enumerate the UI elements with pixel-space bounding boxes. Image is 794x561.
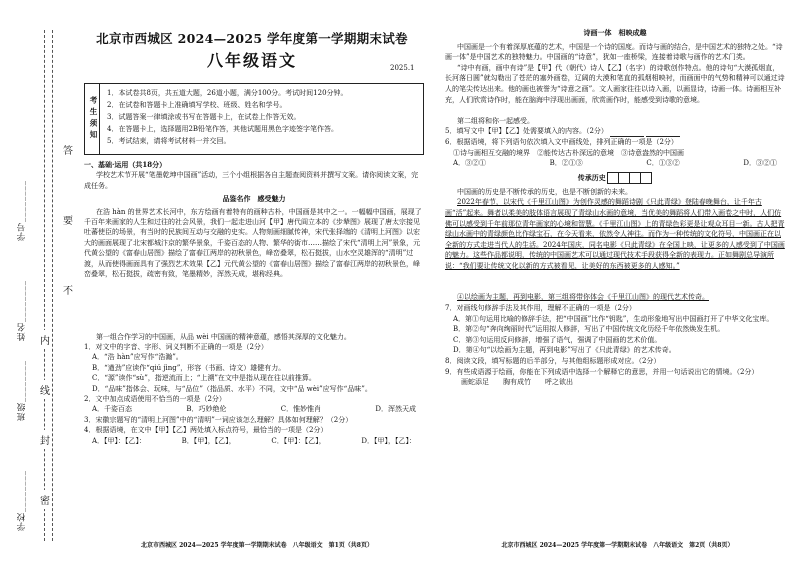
q4-option: C．【甲】：【乙】，: [271, 436, 326, 445]
q9-idioms: 画蛇添足 胸有成竹 呼之欲出: [461, 378, 573, 387]
right-content: [445, 28, 785, 388]
q1-option: C．“源”读作“sù”，指逆流而上；“上溯”在文中是指从现在往以前推算。: [92, 374, 316, 383]
school-label: 学校________: [17, 470, 27, 531]
topic-heading: 品鉴名作 感受魅力: [222, 194, 286, 204]
passage-text: 2022年春节，以宋代《千里江山图》为创作灵感的舞蹈诗剧《只此青绿》登陆春晚舞台，让千年古画“活”起来。舞者以柔美的肢体语言展现了青绿山水画的意境，当优美的舞蹈将人们带入画卷之中时，人们仿佛可以感受到千年前那位青年画家的心境和智慧。《千里江山图》上的青绿色彩更是让观众耳目一新。古人把青绿山水画中的青绿颜色比作绿宝石，在今天看来，依然令人神往。而作为一种传统的文化符号，中国画正在以全新的方式走进当代人的生活。2024年国庆，同名电影《只此青绿》在全国上映，让更多的人感受到了中国画的魅力。这些作品都说明，传统的中国画艺术可以通过现代技术手段获得全新的表现力。正如舞剧总导演所说：“我们要让传统文化以新的方式被看见，让美好的东西被更多的人感知。”: [445, 198, 785, 270]
question-9: 9．有些成语源于绘画，你能在下列成语中选择一个解释它的意思，并用一句话说出它的情境。（2分）: [445, 367, 759, 376]
question-5: 5．填写文中【甲】【乙】处需要填入的内容。（2分）: [445, 126, 785, 137]
topic-heading-3: 传承历史: [445, 172, 785, 184]
seal-char: 不: [63, 280, 73, 299]
q2-options: [84, 404, 424, 414]
topic-heading: 诗画一体 相映成趣: [583, 28, 647, 37]
q6-option: A．③②①: [453, 159, 487, 168]
notes-list: [107, 87, 419, 147]
passage-text: 第一组合作学习的中国画，从品 wèi 中国画的精神意蕴，感悟其深厚的文化魅力。: [96, 332, 351, 341]
seal-char: 内: [40, 330, 50, 349]
left-page: [82, 0, 432, 561]
question-7: 7．对画线句修辞手法及其作用，理解不正确的一项是（2分）: [445, 303, 636, 312]
seal-char: 线: [40, 380, 50, 399]
passage-text: 中国画的历史是不断传承的历史，也是不断创新的未来。: [457, 187, 632, 196]
question-2: 2．文中加点成语使用不恰当的一项是（2分）: [84, 395, 226, 404]
section-1: [84, 160, 424, 446]
q6-option: B．②①③: [549, 159, 583, 168]
q1-option: D．“品味”指体会、玩味，与“品位”（指品质、水平）不同，文中“品 wèi”应写作“品味”。: [92, 384, 372, 393]
seal-char: 密: [40, 490, 50, 509]
right-page: [445, 0, 790, 561]
name-label: 姓名________: [17, 280, 27, 341]
q6-items: ①诗与画相互交融的境界 ②能传达古朴深远的意境 ③诗意盎然的中国画: [453, 148, 684, 157]
passage-text: ④以绘画为主题，再到电影，第三组将带你体会《千里江山图》的现代艺术传奇。: [457, 293, 709, 302]
exam-date: 2025.1: [390, 64, 415, 72]
seal-char: 封: [40, 430, 50, 449]
q4-option: B．【甲】，【乙】，: [181, 436, 236, 445]
note-item: 2．在试卷和答题卡上准确填写学校、班级、姓名和学号。: [107, 101, 287, 109]
question-4: 4．根据语境，在文中【甲】【乙】两处填入标点符号，最恰当的一项是（2分）: [84, 426, 328, 435]
seal-char: 要: [63, 210, 73, 229]
notes-box: [84, 83, 424, 155]
question-3: 3．宋徽宗题写的“清明上河图”中的“清明”一词应该怎么理解？具体如何理解？（2分）: [84, 415, 353, 424]
q2-option: A．千姿百态: [92, 405, 133, 414]
question-6: 6．根据语境，将下列语句依次填入文中画线处，排列正确的一项是（2分）: [445, 137, 678, 146]
passage-text: “诗中有画，画中有诗”是【甲】代（朝代）诗人【乙】（名字）的诗歌创作特点。他的诗句“大漠孤烟直，长河落日圆”就勾勒出了苍茫的塞外画卷，辽阔的大漠和笔直的孤烟相映衬，而画面中的气势和精神可以通过诗人的笔尖传达出来。他的画也被誉为“诗意之画”。文人画家往往以诗入画，以画显诗，诗画一体。诗画相互补充，人们欣赏诗作时，能在脑海中浮现出画面，欣赏画作时，能感受到诗歌的意境。: [445, 63, 785, 104]
q1-option: B．“遒劲”应读作“qiú jìng”，形容（书画、诗文）雄健有力。: [92, 363, 286, 372]
q4-option: D．【甲】，【乙】：: [361, 436, 416, 445]
seal-char: 答: [63, 140, 73, 159]
seal-line-inner: [52, 30, 53, 541]
q6-option: C．①③②: [646, 159, 680, 168]
q7-option: B．第②句“奔向绚丽时代”运用拟人修辞，写出了中国传统文化历经千年依然焕发生机。: [453, 325, 725, 334]
binding-margin: [0, 0, 80, 561]
subject-title: 八年级语文: [206, 51, 297, 70]
q2-option: B．巧妙绝伦: [186, 405, 227, 414]
note-item: 5．考试结束，请将考试材料一并交回。: [107, 137, 231, 145]
class-label: 班级________: [17, 360, 27, 421]
student-id-label: 学号________: [17, 180, 27, 241]
q2-option: D．浑然天成: [375, 405, 416, 414]
q7-option: C．第③句运用反问修辞，增强了语气，强调了中国画的艺术价值。: [453, 335, 662, 344]
notes-label: 考生须知: [85, 84, 100, 154]
page-footer: 北京市西城区 2024—2025 学年度第一学期期末试卷 八年级语文 第1页（共8页）: [141, 542, 373, 549]
question-8: 8．阅读文段，填写标题的后半部分，与其他组标题形成对应。（2分）: [445, 356, 661, 365]
seal-line: [44, 30, 45, 541]
q4-option: A．【甲】：【乙】：: [92, 436, 147, 445]
note-item: 1．本试卷共8页，共五道大题，26道小题，满分100分。考试时间120分钟。: [107, 89, 348, 97]
passage-text: 在浩 hàn 的世界艺术长河中，东方绘画有着特有的画种古朴，中国画是其中之一。一幅幅中国画，展现了千百年来画家的人生和过往的社会风景，我们一起走进山河【甲】唐代阎立本的《步辇图》展现了唐太宗接见吐蕃使臣的场景，有当时的民族间互动与交融的史实。人物刻画细腻传神，宋代张择端的《清明上河图》以宏大的画面展现了北宋都城汴京的繁华景象，千姿百态的人物、繁华的街市……描绘了宋代“清明上河”景象，元代黄公望的《富春山居图》描绘了富春江两岸的初秋景色，峰峦叠翠，松石挺拔，山水空灵雄浑的“清明”过渡，从而使得画面具有了强烈艺术效果【乙】元代黄公望的《富春山居图》描绘了富春江两岸的初秋景色，峰峦叠翠，松石挺拔，疏密有致，笔墨精妙，浑然天成，堪称经典。: [84, 207, 422, 279]
page-footer: 北京市西城区 2024—2025 学年度第一学期期末试卷 八年级语文 第2页（共8页）: [501, 542, 734, 549]
q6-options: [445, 158, 785, 169]
q7-option: A．第①句运用比喻的修辞手法，把“中国画”比作“钥匙”，生动形象地写出中国画打开了中华文化宝库。: [453, 314, 774, 323]
exam-title: 北京市西城区 2024—2025 学年度第一学期期末试卷: [96, 31, 408, 46]
passage-text: 中国画是一个有着深厚底蕴的艺术，中国是一个诗的国度。而诗与画的结合，是中国艺术的独特之处。“诗画一体”是中国艺术的独特魅力。中国画的“诗意”，犹如一座桥梁，连接着诗歌与画作的艺术门类。: [445, 42, 783, 62]
note-item: 3．试题答案一律填涂或书写在答题卡上，在试卷上作答无效。: [107, 113, 301, 121]
note-item: 4．在答题卡上，选择题用2B铅笔作答，其他试题用黑色字迹签字笔作答。: [107, 125, 339, 133]
q6-option: D．③②①: [743, 159, 777, 168]
question-1: 1．对文中的字音、字形、词义判断不正确的一项是（2分）: [84, 343, 268, 352]
passage-text: 第二组将和你一起感受。: [457, 116, 534, 125]
q2-option: C．惟妙惟肖: [280, 405, 322, 414]
section-heading: 一、基础·运用（共18分）: [84, 160, 167, 169]
q1-option: A．“浩 hàn”应写作“浩瀚”。: [92, 353, 183, 362]
section-intro: 学校艺术节开展“笔墨乾坤中国画”活动，三个小组根据各自主题查阅资料并撰写文案。请你阅读文案，完成任务。: [84, 171, 419, 190]
q7-option: D．第④句“以绘画为主题，再到电影”写出了《只此青绿》的艺术传奇。: [453, 346, 676, 355]
q4-options: [84, 436, 424, 446]
